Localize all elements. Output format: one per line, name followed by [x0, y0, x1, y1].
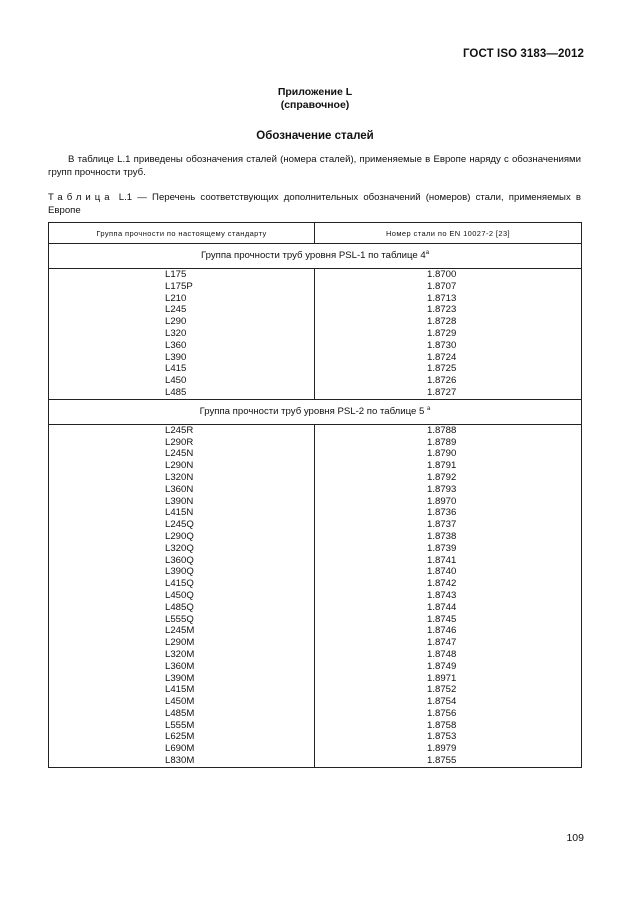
- steel-number: 1.8736: [427, 507, 457, 519]
- steel-number: 1.8741: [427, 554, 457, 566]
- steel-number: 1.8730: [427, 339, 457, 351]
- annex-heading: [0, 86, 630, 112]
- steel-number: 1.8754: [427, 696, 457, 708]
- steel-number: 1.8728: [427, 316, 457, 328]
- strength-grade: L245: [165, 304, 187, 316]
- grades-cell-psl1: [49, 269, 315, 400]
- strength-grade: L175: [165, 269, 187, 280]
- steel-number: 1.8747: [427, 637, 457, 649]
- strength-grade: L450M: [165, 696, 195, 708]
- steel-number: 1.8970: [427, 495, 457, 507]
- strength-grade: L390: [165, 351, 187, 363]
- intro-paragraph: В таблице L.1 приведены обозначения сталей (номера сталей), применяемые в Европе наряду с обозначениями групп прочности труб.: [48, 154, 581, 178]
- strength-grade: L290: [165, 316, 187, 328]
- strength-grade: L485Q: [165, 601, 194, 613]
- steel-number: 1.8749: [427, 660, 457, 672]
- page-number: 109: [566, 832, 584, 844]
- steel-number: 1.8727: [427, 386, 457, 398]
- steel-number: 1.8713: [427, 292, 457, 304]
- strength-grade: L390Q: [165, 566, 194, 578]
- steel-number: 1.8737: [427, 519, 457, 531]
- steel-number: 1.8723: [427, 304, 457, 316]
- strength-grade: L360Q: [165, 554, 194, 566]
- strength-grade: L485M: [165, 707, 195, 719]
- strength-grade: L320Q: [165, 542, 194, 554]
- strength-grade: L320N: [165, 471, 194, 483]
- strength-grade: L415: [165, 363, 187, 375]
- steel-number: 1.8792: [427, 471, 457, 483]
- data-block-psl2: [49, 424, 582, 767]
- strength-grade: L245Q: [165, 519, 194, 531]
- annex-subtitle: (справочное): [280, 99, 350, 111]
- strength-grade: L555M: [165, 719, 195, 731]
- steel-number: 1.8979: [427, 743, 457, 755]
- strength-grade: L450: [165, 375, 187, 387]
- steel-number: 1.8756: [427, 707, 457, 719]
- strength-grade: L290Q: [165, 530, 194, 542]
- table-caption: [48, 191, 581, 217]
- table-caption-text: L.1 — Перечень соответствующих дополнительных обозначений (номеров) стали, применяемых в Европе: [48, 192, 581, 216]
- col2-header: Номер стали по EN 10027-2 [23]: [315, 223, 582, 244]
- steel-number: 1.8740: [427, 566, 457, 578]
- steel-number: 1.8725: [427, 363, 457, 375]
- steel-number: 1.8788: [427, 424, 457, 436]
- strength-grade: L450Q: [165, 589, 194, 601]
- group-title-psl1: [49, 244, 582, 269]
- steel-number: 1.8739: [427, 542, 457, 554]
- strength-grade: L830M: [165, 755, 195, 767]
- strength-grade: L320M: [165, 648, 195, 660]
- group-row-psl1: [49, 244, 582, 269]
- strength-grade: L555Q: [165, 613, 194, 625]
- standard-designation: ГОСТ ISO 3183—2012: [462, 48, 584, 60]
- strength-grade: L360N: [165, 483, 194, 495]
- strength-grade: L245N: [165, 448, 194, 460]
- strength-grade: L210: [165, 292, 187, 304]
- steel-number: 1.8729: [427, 327, 457, 339]
- steel-number: 1.8758: [427, 719, 457, 731]
- annex-title: Приложение L: [277, 86, 353, 98]
- group-title-text: Группа прочности труб уровня PSL-1 по таблице 4: [200, 250, 426, 262]
- strength-grade: L320: [165, 327, 187, 339]
- steel-number: 1.8971: [427, 672, 457, 684]
- group-title-text: Группа прочности труб уровня PSL-2 по таблице 5: [199, 406, 425, 418]
- strength-grade: L690M: [165, 743, 195, 755]
- strength-grade: L245R: [165, 424, 194, 436]
- grades-cell-psl2: [49, 424, 315, 767]
- steel-number: 1.8748: [427, 648, 457, 660]
- strength-grade: L175P: [165, 280, 193, 292]
- numbers-cell-psl1: [315, 269, 582, 400]
- strength-grade: L415N: [165, 507, 194, 519]
- strength-grade: L625M: [165, 731, 195, 743]
- strength-grade: L485: [165, 386, 187, 398]
- steel-number: 1.8707: [427, 280, 457, 292]
- steel-number: 1.8724: [427, 351, 457, 363]
- strength-grade: L360M: [165, 660, 195, 672]
- strength-grade: L415M: [165, 684, 195, 696]
- table-caption-label: Таблица: [48, 192, 114, 203]
- steel-number: 1.8793: [427, 483, 457, 495]
- steel-number: 1.8752: [427, 684, 457, 696]
- strength-grade: L290R: [165, 436, 194, 448]
- strength-grade: L360: [165, 339, 187, 351]
- section-heading: Обозначение сталей: [256, 130, 374, 142]
- steel-number: 1.8738: [427, 530, 457, 542]
- steel-number: 1.8791: [427, 460, 457, 472]
- steel-number: 1.8753: [427, 731, 457, 743]
- data-block-psl1: [49, 269, 582, 400]
- strength-grade: L245M: [165, 625, 195, 637]
- steel-number: 1.8746: [427, 625, 457, 637]
- table-header-row: [49, 223, 582, 244]
- footnote-mark: a: [425, 250, 430, 257]
- footnote-mark: a: [427, 406, 431, 413]
- steel-number: 1.8743: [427, 589, 457, 601]
- strength-grade: L415Q: [165, 578, 194, 590]
- strength-grade: L390M: [165, 672, 195, 684]
- steel-number: 1.8700: [427, 269, 457, 280]
- strength-grade: L290N: [165, 460, 194, 472]
- steel-number: 1.8755: [427, 755, 457, 767]
- steel-number: 1.8742: [427, 578, 457, 590]
- steel-number: 1.8726: [427, 375, 457, 387]
- col1-header: Группа прочности по настоящему стандарту: [49, 223, 315, 244]
- strength-grade: L290M: [165, 637, 195, 649]
- group-row-psl2: [49, 399, 582, 424]
- group-title-psl2: [49, 399, 582, 424]
- steel-number: 1.8790: [427, 448, 457, 460]
- steel-number: 1.8744: [427, 601, 457, 613]
- strength-grade: L390N: [165, 495, 194, 507]
- steel-designation-table: [48, 222, 582, 768]
- steel-number: 1.8745: [427, 613, 457, 625]
- steel-number: 1.8789: [427, 436, 457, 448]
- numbers-cell-psl2: [315, 424, 582, 767]
